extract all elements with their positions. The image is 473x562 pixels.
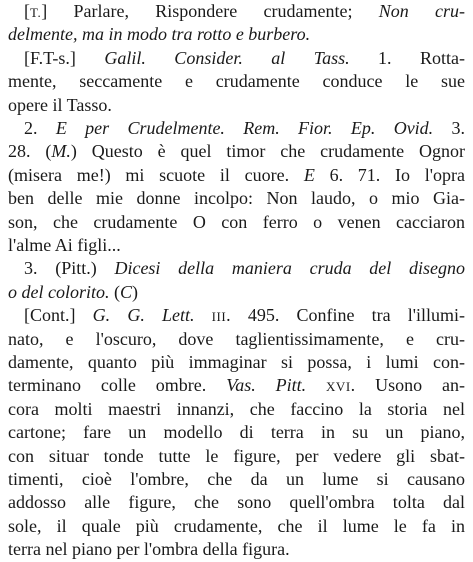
- text-line: [8, 281, 465, 304]
- text-line: [8, 23, 465, 46]
- text-line: [8, 187, 465, 210]
- text-line: [8, 94, 465, 117]
- text-line: [8, 211, 465, 234]
- italic-text-segment: Vas. Pitt.: [226, 375, 307, 396]
- text-line: [8, 164, 465, 187]
- text-segment: III: [211, 309, 227, 325]
- text-line: [8, 515, 465, 538]
- text-segment: son, che crudamente O con ferro o venen cacciaron: [8, 211, 465, 232]
- text-segment: terra nel piano per l'ombra della figura.: [8, 539, 290, 560]
- text-segment: ) Questo è quel timor che crudamente Ognor: [70, 141, 465, 162]
- text-segment: (misera me!) mi scuote il cuore.: [8, 164, 304, 185]
- text-segment: . Usono an-: [350, 375, 465, 396]
- text-segment: XVI: [326, 379, 351, 395]
- text-line: [24, 47, 465, 70]
- text-segment: . 495. Confine tra l'illumi-: [226, 305, 465, 326]
- text-segment: con situar tonde tutte le figure, per vedere gli sbat-: [8, 445, 465, 466]
- text-segment: T.: [30, 5, 42, 20]
- text-segment: ben delle mie donne incolpo: Non laudo, o mio Gia-: [8, 188, 465, 209]
- italic-text-segment: Non cru-: [378, 1, 465, 21]
- text-line: [8, 491, 465, 514]
- italic-text-segment: E per Crudelmente. Rem. Fior. Ep. Ovid.: [55, 118, 434, 138]
- italic-text-segment: Dicesi della maniera cruda del disegno: [114, 258, 465, 279]
- text-segment: terminano colle ombre.: [8, 375, 227, 396]
- text-line: [24, 304, 465, 327]
- text-line: [8, 70, 465, 93]
- text-segment: sole, il quale più crudamente, che il lume le fa in: [8, 515, 465, 536]
- italic-text-segment: E: [303, 164, 315, 185]
- text-segment: ): [132, 281, 139, 302]
- text-segment: cartone; fare un modello di terra in su un piano,: [8, 422, 465, 443]
- text-segment: cora molti maestri innanzi, che faccino la storia nel: [8, 398, 465, 419]
- text-line: [8, 398, 465, 421]
- text-segment: 28. (: [8, 141, 52, 162]
- text-segment: ] Parlare, Rispondere crudamente;: [41, 1, 379, 21]
- text-segment: [: [24, 1, 30, 21]
- italic-text-segment: M.: [51, 141, 71, 162]
- text-line: [24, 0, 465, 23]
- text-line: [8, 140, 465, 163]
- text-segment: opere il Tasso.: [8, 94, 112, 115]
- text-segment: [306, 375, 326, 395]
- italic-text-segment: delmente, ma in modo tra rotto e burbero.: [8, 24, 311, 45]
- text-line: [8, 328, 465, 351]
- text-segment: [194, 305, 211, 325]
- text-segment: 3. (Pitt.): [24, 258, 115, 279]
- text-line: [8, 234, 465, 257]
- text-segment: damente, quanto più immaginar si possa, i lumi con-: [8, 352, 465, 372]
- text-line: [8, 445, 465, 468]
- text-line: [8, 351, 465, 374]
- text-segment: [Cont.]: [24, 305, 93, 326]
- text-segment: [F.T-s.]: [24, 47, 105, 68]
- text-line: [8, 538, 465, 561]
- italic-text-segment: o del colorito.: [8, 281, 110, 302]
- text-line: [8, 374, 465, 397]
- text-segment: l'alme Ai figli...: [8, 235, 121, 255]
- text-line: [8, 421, 465, 444]
- text-segment: mente, seccamente e crudamente conduce le sue: [8, 71, 465, 92]
- text-segment: nato, e l'oscuro, dove taglientissimamente, e cru-: [8, 328, 465, 349]
- text-segment: (: [109, 281, 120, 302]
- text-segment: 2.: [24, 118, 56, 138]
- italic-text-segment: Galil. Consider. al Tass.: [104, 47, 350, 68]
- text-line: [24, 117, 465, 140]
- italic-text-segment: G. G. Lett.: [92, 305, 195, 326]
- text-segment: 6. 71. Io l'opra: [314, 164, 465, 185]
- italic-text-segment: C: [120, 281, 133, 302]
- text-segment: addosso alle figure, che sono quell'ombra tolta dal: [8, 492, 465, 513]
- text-segment: 3.: [433, 118, 465, 138]
- text-line: [24, 257, 465, 280]
- text-line: [8, 468, 465, 491]
- text-segment: 1. Rotta-: [349, 47, 465, 68]
- text-segment: timenti, cioè l'ombre, che da un lume si causano: [8, 469, 465, 489]
